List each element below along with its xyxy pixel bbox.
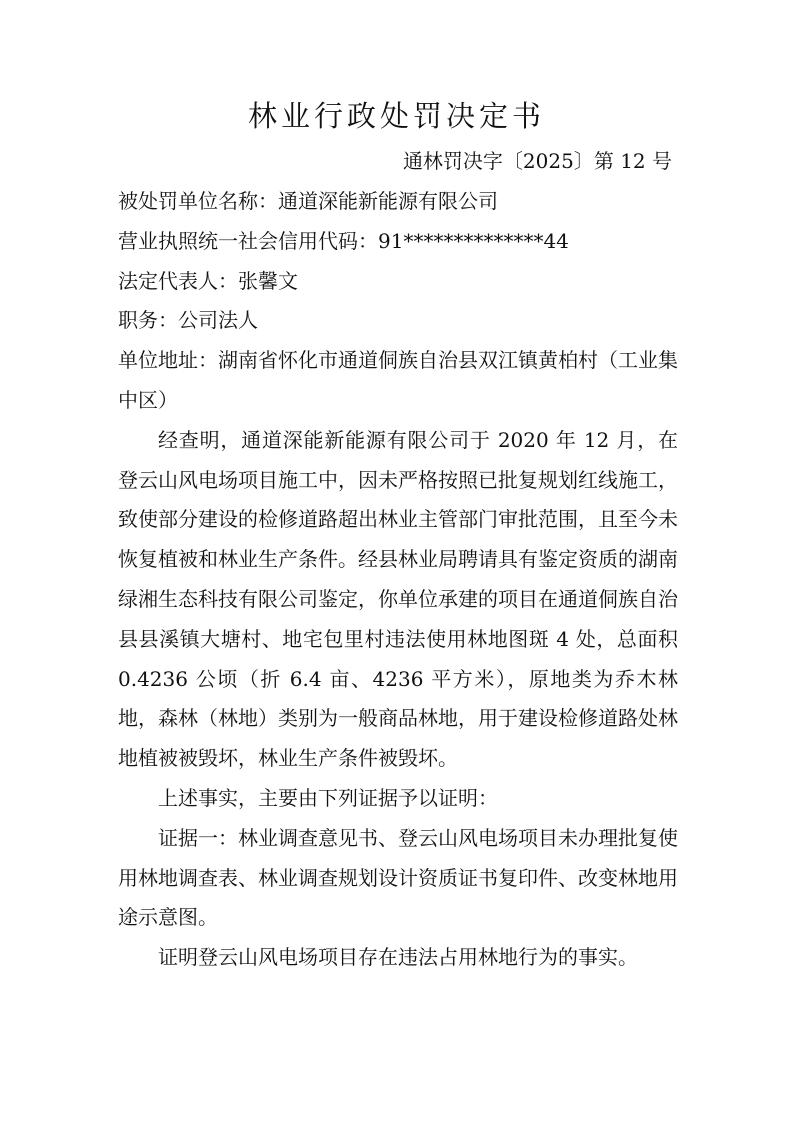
paragraph-proof: 证明登云山风电场项目存在违法占用林地行为的事实。 <box>158 945 638 970</box>
field-address: 单位地址：湖南省怀化市通道侗族自治县双江镇黄柏村（工业集中区） <box>118 348 678 412</box>
field-credit-code: 营业执照统一社会信用代码：91**************44 <box>118 228 569 253</box>
field-position: 职务：公司法人 <box>118 308 258 333</box>
paragraph-evidence-intro: 上述事实，主要由下列证据予以证明： <box>158 785 498 810</box>
paragraph-evidence-one: 证据一：林业调查意见书、登云山风电场项目未办理批复使用林地调查表、林业调查规划设计资质证书复印件、改变林地用途示意图。 <box>118 825 678 930</box>
field-penalized-unit: 被处罚单位名称：通道深能新能源有限公司 <box>118 189 498 213</box>
paragraph-findings: 经查明，通道深能新能源有限公司于 2020 年 12 月，在登云山风电场项目施工中，因未严格按照已批复规划红线施工，致使部分建设的检修道路超出林业主管部门审批范围，且至今未恢复植被和林业生产条件。经县林业局聘请具有鉴定资质的湖南绿湘生态科技有限公司鉴定，你单位承建的项目在通道侗族自治县县溪镇大塘村、地宅包里村违法使用林地图斑 4 处，总面积 0.4236 公顷（折 6.4 亩、4236 平方米），原地类为乔木林地，森林（林地）类别为一般商品林地，用于建设检修道路处林地植被被毁坏，林业生产条件被毁坏。 <box>118 427 678 771</box>
document-body <box>118 182 678 978</box>
document-title: 林业行政处罚决定书 <box>247 99 545 133</box>
field-legal-representative: 法定代表人：张馨文 <box>118 268 298 293</box>
document-number: 通林罚决字〔2025〕第 12 号 <box>402 149 672 173</box>
